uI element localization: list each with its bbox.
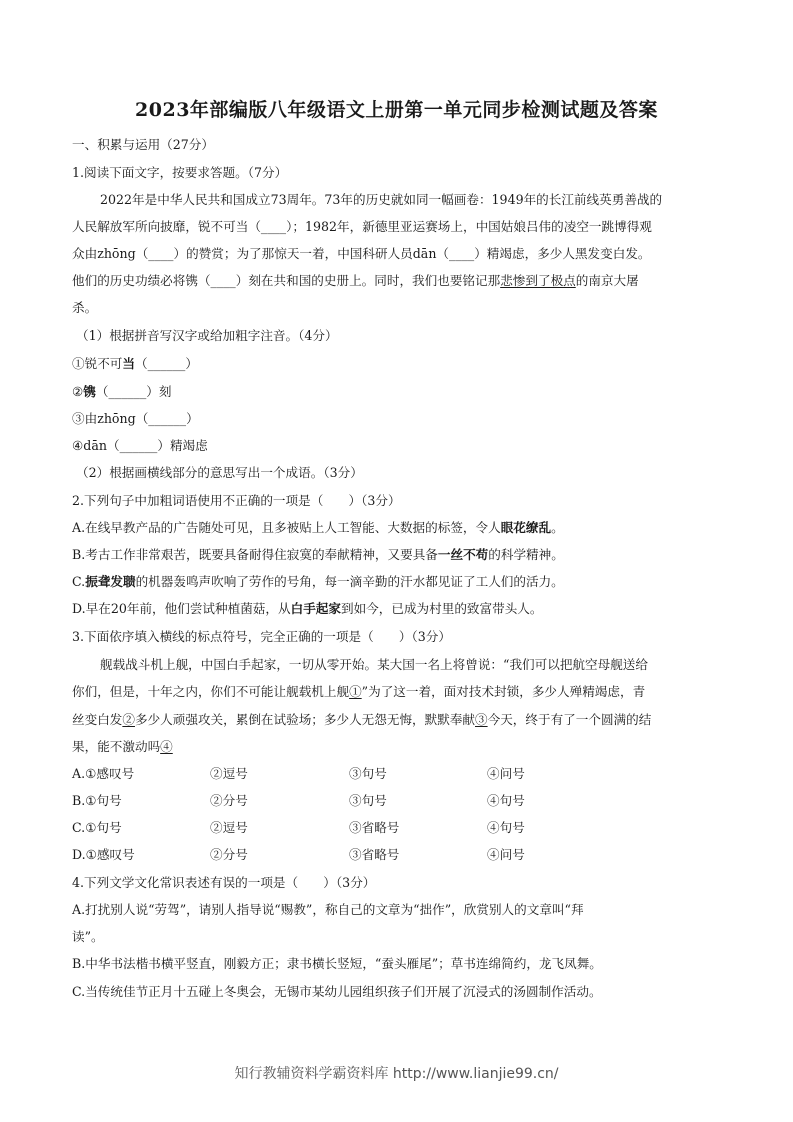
bold-char: 镌 [83,384,96,399]
q3-option-c [72,819,525,837]
sub-question-1: （1）根据拼音写汉字或给加粗字注音。（4分） [76,328,338,343]
option-c [72,573,564,591]
q3-option-d [72,846,525,864]
q4-option-c: C.当传统佳节正月十五碰上冬奥会，无锡市某幼儿园组织孩子们开展了沉浸式的汤圆制作活动。 [72,984,602,999]
fill-item-4: ④dān（______）精竭虑 [72,438,208,453]
q3-option-b [72,792,525,810]
fill-item-1 [72,355,198,373]
passage-text: 他们的历史功绩必将镌（____）刻在共和国的史册上。同时，我们也要铭记那 [72,273,501,288]
passage-text: 今天，终于有了一个圆满的结 [487,712,652,727]
option-cell: ②逗号 [210,766,248,781]
page-title: 2023年部编版八年级语文上册第一单元同步检测试题及答案 [135,99,658,121]
option-cell: ④问号 [487,766,525,781]
question-1-stem: 1.阅读下面文字，按要求答题。（7分） [72,165,288,180]
q3-passage-line-4 [72,738,173,756]
sub-question-2: （2）根据画横线部分的意思写出一个成语。（3分） [76,465,363,480]
answer-blank: （______）刻 [95,384,172,399]
passage-line-2: 人民解放军所向披靡，锐不可当（____）；1982年，新德里亚运赛场上，中国姑娘吕伟的凌空一跳博得观 [72,219,652,234]
q3-option-a [72,765,525,783]
passage-text: 丝变白发 [72,712,123,727]
option-cell: ④句号 [487,820,525,835]
q3-passage-line-2 [72,683,645,701]
passage-line-5: 杀。 [72,300,98,315]
option-cell: ④问号 [487,847,525,862]
question-4-stem: 4.下列文学文化常识表述有误的一项是（ ）（3分） [72,875,376,890]
q4-option-a-line-2: 读”。 [72,929,104,944]
option-text: C. [72,574,86,589]
option-text: A.在线早教产品的广告随处可见，且多被贴上人工智能、大数据的标签，令人 [72,520,501,535]
passage-text: 你们，但是，十年之内，你们不可能让舰载机上舰 [72,684,350,699]
option-cell: ④句号 [487,793,525,808]
option-text: 。 [551,520,564,535]
answer-blank: （______） [134,356,198,371]
passage-text: 多少人顽强攻关，累倒在试验场；多少人无怨无悔，默默奉献 [134,712,475,727]
option-cell: ③省略号 [349,847,400,862]
option-cell: ③句号 [349,793,387,808]
item-text: ② [72,384,84,399]
option-b [72,546,564,564]
bold-term: 一丝不苟 [437,547,489,562]
option-text: 的机器轰鸣声吹响了劳作的号角，每一滴辛勤的汗水都见证了工人们的活力。 [135,574,564,589]
option-cell: ③句号 [349,766,387,781]
footer-watermark: 知行教辅资料学霸资料库 http://www.lianjie99.cn/ [234,1066,559,1082]
option-cell: ②分号 [210,793,248,808]
section-heading: 一、积累与运用（27分） [72,137,214,152]
option-text: 的科学精神。 [488,547,564,562]
option-cell: A.①感叹号 [72,766,135,781]
passage-text: 的南京大屠 [575,273,639,288]
option-cell: ②分号 [210,847,248,862]
blank-marker-3: ③ [475,712,488,727]
option-cell: D.①感叹号 [72,847,135,862]
option-text: B.考古工作非常艰苦，既要具备耐得住寂寞的奉献精神，又要具备 [72,547,438,562]
passage-text: ”为了这一着，面对技术封锁，多少人殚精竭虑，青 [361,684,646,699]
option-text: 到如今，已成为村里的致富带头人。 [340,601,543,616]
passage-line-3: 众由zhōng（____）的赞赏；为了那惊天一着，中国科研人员dān（____）精竭虑，多少人黑发变白发。 [72,246,651,261]
q4-option-b: B.中华书法楷书横平竖直，刚毅方正；隶书横长竖短，“蚕头雁尾”；草书连绵简约，龙飞凤舞。 [72,956,602,971]
passage-text: 果，能不激动吗 [72,739,161,754]
option-cell: B.①句号 [72,793,122,808]
bold-term: 眼花缭乱 [500,520,552,535]
q4-option-a-line-1: A.打扰别人说“劳驾”，请别人指导说“赐教”，称自己的文章为“拙作”，欣赏别人的文章叫“拜 [72,902,584,917]
option-text: D.早在20年前，他们尝试种植菌菇，从 [72,601,291,616]
q3-passage-line-3 [72,711,651,729]
q3-passage-line-1: 舰载战斗机上舰，中国白手起家，一切从零开始。某大国一名上将曾说：“我们可以把航空母舰送给 [100,657,648,672]
option-d [72,600,542,618]
fill-item-3: ③由zhōng（______） [72,411,199,426]
item-text: ①锐不可 [72,356,123,371]
option-cell: ②逗号 [210,820,248,835]
blank-marker-1: ① [349,684,362,699]
bold-term: 白手起家 [290,601,341,616]
option-cell: C.①句号 [72,820,122,835]
passage-line-4 [72,272,639,290]
bold-char: 当 [122,356,135,371]
question-2-stem: 2.下列句子中加粗词语使用不正确的一项是（ ）（3分） [72,493,401,508]
passage-line-1: 2022年是中华人民共和国成立73周年。73年的历史就如同一幅画卷：1949年的长江前线英勇善战的 [100,192,663,207]
blank-marker-2: ② [122,712,135,727]
option-a [72,519,564,537]
question-3-stem: 3.下面依序填入横线的标点符号，完全正确的一项是（ ）（3分） [72,629,451,644]
blank-marker-4: ④ [160,739,173,754]
bold-term: 振聋发聩 [85,574,136,589]
underlined-phrase: 悲惨到了极点 [500,273,576,288]
option-cell: ③省略号 [349,820,400,835]
fill-item-2 [72,383,171,401]
